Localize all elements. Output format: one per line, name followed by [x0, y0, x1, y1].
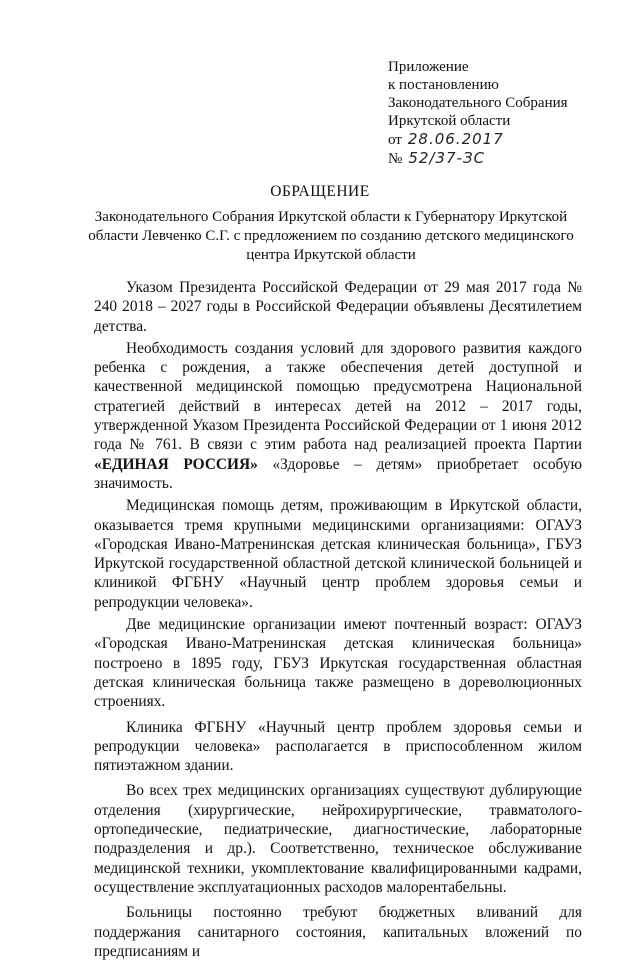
paragraph: Две медицинские организации имеют почтенный возраст: ОГАУЗ «Городская Ивано-Матренинская детская клиническая больница» построено в 1895 году, ГБУЗ Иркутская государственная областная детская клиническая больница также размещено в дореволюционных строениях. [94, 616, 582, 711]
paragraph: Клиника ФГБНУ «Научный центр проблем здоровья семьи и репродукции человека» располагается в приспособленном жилом пятиэтажном здании. [94, 718, 582, 775]
paragraph-text: Необходимость создания условий для здорового развития каждого ребенка с рождения, а также обеспечения детей доступной и качественной медицинской помощью предусмотрена Национальной стратегией действий в интересах детей на 2012 – 2017 годы, утвержденной Указом Президента Российской Федерации от 1 июня 2012 года № 761. В связи с этим работа над реализацией проекта Партии [94, 339, 582, 454]
appendix-line: Приложение [388, 59, 469, 75]
document-title: ОБРАЩЕНИЕ [270, 183, 370, 200]
party-name: «ЕДИНАЯ РОССИЯ» [94, 455, 258, 473]
paragraph: Указом Президента Российской Федерации от 29 мая 2017 года № 240 2018 – 2027 годы в Российской Федерации объявлены Десятилетием детства. [94, 279, 582, 335]
paragraph: Медицинская помощь детям, проживающим в Иркутской области, оказывается тремя крупными медицинскими организациями: ОГАУЗ «Городская Ивано-Матренинская детская клиническая больница», ГБУЗ Иркутской государственной областной детской клинической больницей и клиникой ФГБНУ «Научный центр проблем здоровья семьи и репродукции человека». [94, 497, 582, 611]
paragraph-text: «Здоровье – детям» приобретает особую значимость. [94, 455, 582, 492]
document-subtitle: Законодательного Собрания Иркутской области к Губернатору Иркутской области Левченко С.Г. с предложением по созданию детского медицинского центра Иркутской области [88, 209, 574, 263]
number-prefix: № [388, 151, 403, 167]
appendix-line: Иркутской области [388, 113, 511, 129]
appendix-block [388, 58, 568, 168]
appendix-line: Законодательного Собрания [388, 95, 568, 111]
document-body [94, 278, 582, 964]
paragraph: Больницы постоянно требуют бюджетных вливаний для поддержания санитарного состояния, капитальных вложений по предписаниям и [94, 904, 582, 960]
appendix-number [388, 149, 568, 168]
handwritten-number: 52/37-ЗС [408, 149, 486, 167]
appendix-date [388, 130, 568, 149]
handwritten-date: 28.06.2017 [407, 130, 504, 148]
paragraph [94, 339, 582, 493]
date-prefix: от [388, 132, 402, 148]
appendix-line: к постановлению [388, 77, 499, 93]
paragraph: Во всех трех медицинских организациях существуют дублирующие отделения (хирургические, нейрохирургические, травматолого-ортопедические, педиатрические, диагностические, лабораторные подразделения и др.). Соответственно, техническое обслуживание медицинской техники, укомплектование квалифицированными кадрами, осуществление эксплуатационных расходов малорентабельны. [94, 782, 582, 896]
